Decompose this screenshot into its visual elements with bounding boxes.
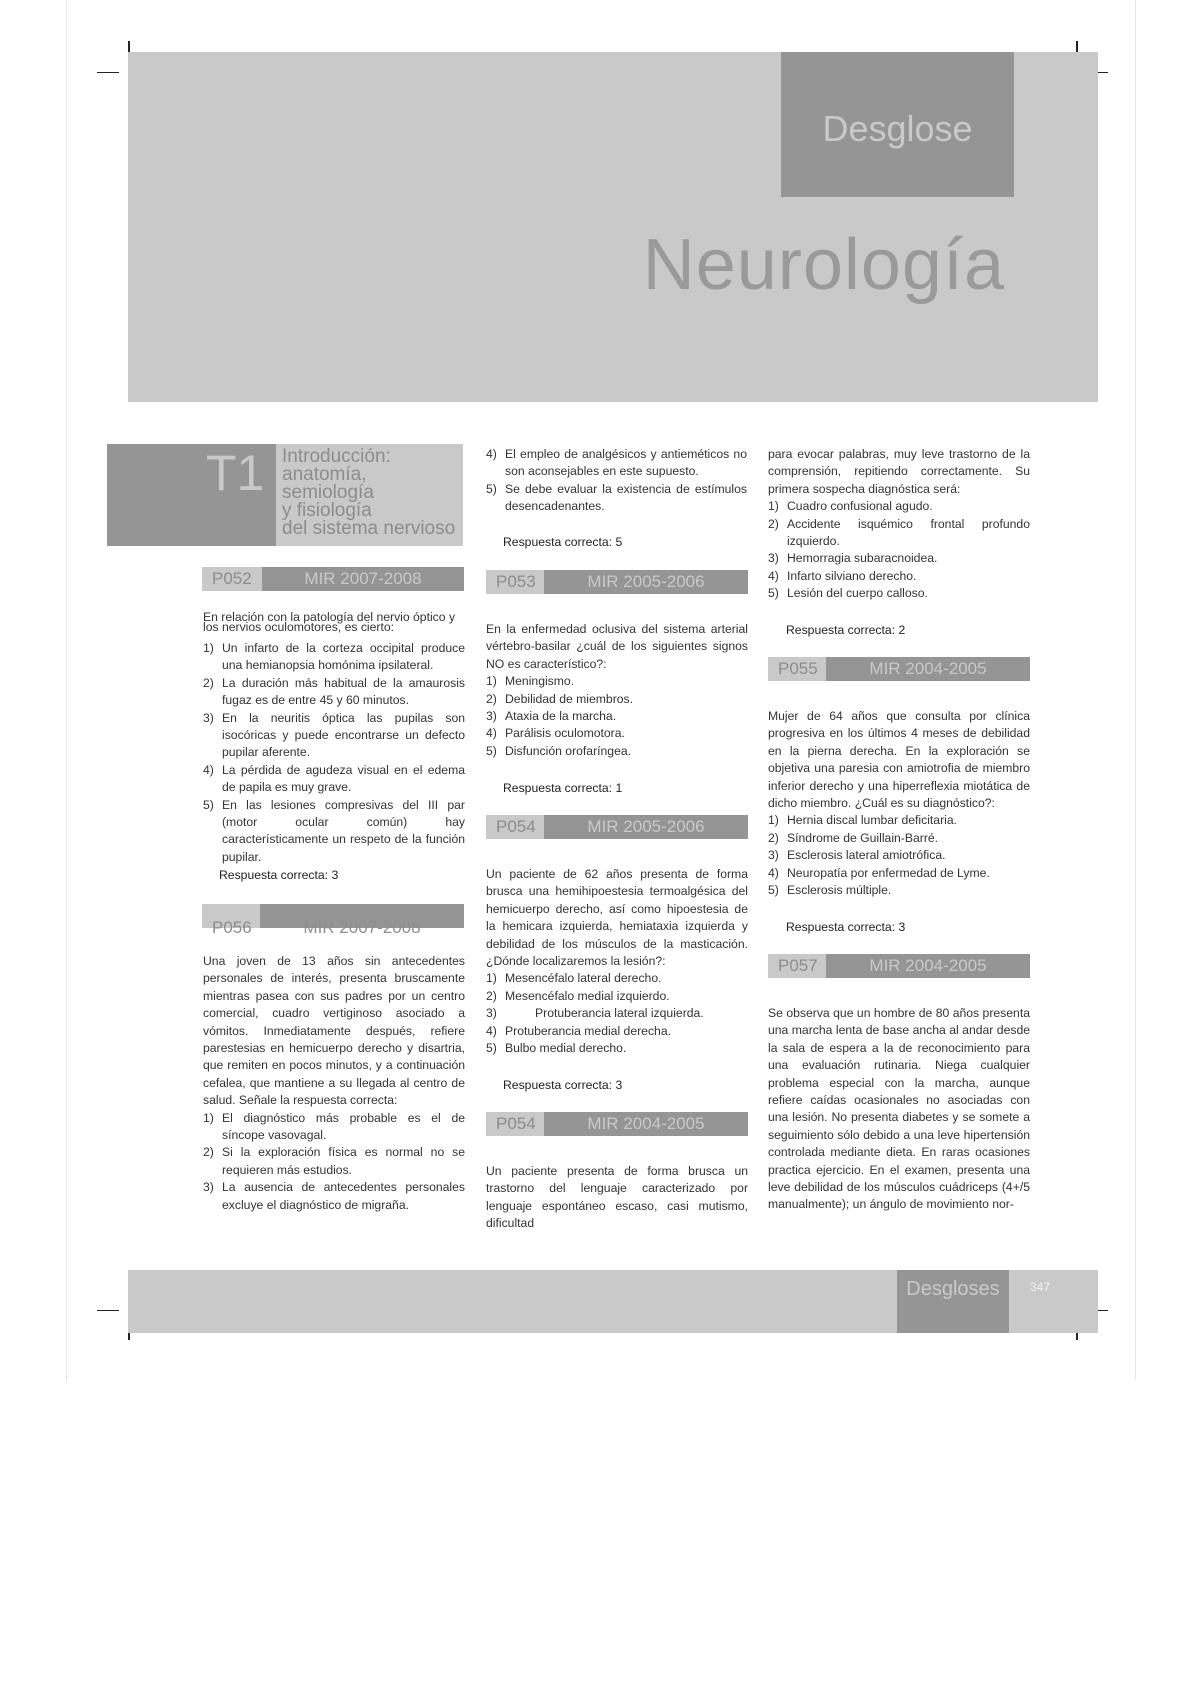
subject-title: Neurología xyxy=(642,225,1005,305)
question-exam: MIR 2005-2006 xyxy=(544,570,748,594)
question-header-p055 xyxy=(768,657,1030,681)
question-code: P055 xyxy=(768,657,826,681)
question-exam: MIR 2004-2005 xyxy=(826,954,1030,978)
question-code: P057 xyxy=(768,954,826,978)
question-header-p054b xyxy=(486,1112,748,1136)
section-label: Desglose xyxy=(822,108,973,149)
answer-option: 2) Síndrome de Guillain-Barré. xyxy=(768,830,939,845)
question-header-p054a xyxy=(486,815,748,839)
question-stem: Un paciente de 62 años presenta de forma brusca una hemihipoestesia termoalgésica del hemicuerpo derecho, así como hipoestesia de la hemicara izquierda, hemiataxia izquierda y debilidad de los músculos de la masticación. ¿Dónde localizaremos la lesión?: xyxy=(486,867,748,969)
answer-option: 4) Protuberancia medial derecha. xyxy=(486,1023,671,1038)
question-code: P056 xyxy=(212,918,252,937)
answer-option: 2) La duración más habitual de la amaurosis fugaz es de entre 45 y 60 minutos. xyxy=(203,675,465,708)
question-header-p056 xyxy=(202,904,464,937)
question-stem: Una joven de 13 años sin antecedentes personales de interés, presenta bruscamente mientras pasea con sus padres por un centro comercial, cuadro vertiginoso asociado a vómitos. Inmediatamente después, refiere parestesias en hemicuerpo derecho y disartria, que remiten en pocos minutos, y a continuación cefalea, que mantiene a su llegada al centro de salud. Señale la respuesta correcta: xyxy=(203,954,465,1108)
answer-option: 1) Hernia discal lumbar deficitaria. xyxy=(768,813,958,828)
answer-option: 1) Cuadro confusional agudo. xyxy=(768,499,933,514)
topic-title: Introducción: anatomía, semiología y fisiología del sistema nervioso xyxy=(276,444,463,546)
answer-line-p054b: Respuesta correcta: 2 xyxy=(786,623,906,637)
answer-option: 1) Meningismo. xyxy=(486,674,575,689)
answer-line-p052: Respuesta correcta: 3 xyxy=(219,868,339,882)
question-code: P052 xyxy=(202,567,262,591)
question-stem: Mujer de 64 años que consulta por clínica progresiva en los últimos 4 meses de debilidad en la pierna derecha. En la exploración se objetiva una paresia con amiotrofia de miembro inferior derecho y una hiperreflexia miotática de dicho miembro. ¿Cuál es su diagnóstico?: xyxy=(768,709,1030,811)
answer-option: 4) Infarto silviano derecho. xyxy=(768,568,917,583)
answer-option: 1) Mesencéfalo lateral derecho. xyxy=(486,971,662,986)
answer-option: 5) Esclerosis múltiple. xyxy=(768,883,892,898)
answer-line-p054a: Respuesta correcta: 3 xyxy=(503,1078,623,1092)
answer-option: 4) La pérdida de agudeza visual en el edema de papila es muy grave. xyxy=(203,762,465,795)
question-code: P053 xyxy=(486,570,544,594)
question-body-p054b xyxy=(486,1163,748,1233)
question-continuation-p054b xyxy=(768,446,1030,603)
question-body-p054a xyxy=(486,866,748,1057)
answer-option: 4) Parálisis oculomotora. xyxy=(486,726,625,741)
question-header-p052 xyxy=(202,567,464,591)
question-exam: MIR 2007-2008 xyxy=(303,918,421,937)
answer-option: 3) En la neuritis óptica las pupilas son isocóricas y puede encontrarse un defecto pupilar aferente. xyxy=(203,710,465,760)
answer-option: 2) Mesencéfalo medial izquierdo. xyxy=(486,988,670,1003)
question-exam: MIR 2004-2005 xyxy=(544,1112,748,1136)
question-body-p053 xyxy=(486,621,748,760)
answer-option: 1) El diagnóstico más probable es el de síncope vasovagal. xyxy=(203,1110,465,1143)
question-stem: Se observa que un hombre de 80 años presenta una marcha lenta de base ancha al andar desde la sala de espera a la de reconocimiento para una evaluación rutinaria. Niega cualquier problema especial con la marcha, aunque refiere caídas ocasionales no asociadas con una lesión. No presenta diabetes y se somete a seguimiento sólo debido a una leve hipertensión controlada mediante dieta. En raras ocasiones practica ejercicio. En el examen, presenta una leve debilidad de los músculos cuádriceps (4+/5 manualmente); un ángulo de movimiento nor- xyxy=(768,1006,1030,1212)
answer-option: 5) En las lesiones compresivas del III par (motor ocular común) hay característicamente un respeto de la función pupilar. xyxy=(203,797,465,864)
crop-mark xyxy=(97,1310,119,1311)
answer-option: 1) Un infarto de la corteza occipital produce una hemianopsia homónima ipsilateral. xyxy=(203,641,465,673)
question-body-p057 xyxy=(768,1005,1030,1214)
question-exam: MIR 2005-2006 xyxy=(544,815,748,839)
answer-option: 5) Lesión del cuerpo calloso. xyxy=(768,586,928,601)
answer-option: 5) Bulbo medial derecho. xyxy=(486,1041,627,1056)
question-body-p055 xyxy=(768,708,1030,899)
question-stem: para evocar palabras, muy leve trastorno de la comprensión, repitiendo correctamente. Su primera sospecha diagnóstica será: xyxy=(768,447,1030,496)
question-stem: En la enfermedad oclusiva del sistema arterial vértebro-basilar ¿cuál de los siguientes signos NO es característico?: xyxy=(486,622,748,671)
question-header-p057 xyxy=(768,954,1030,978)
topic-number: T1 xyxy=(206,445,265,501)
question-body-p052 xyxy=(203,612,465,866)
crop-mark xyxy=(97,72,119,73)
answer-option: 4) Neuropatía por enfermedad de Lyme. xyxy=(768,865,990,880)
question-stem: Un paciente presenta de forma brusca un trastorno del lenguaje caracterizado por lenguaje espontáneo escaso, casi mutismo, dificultad xyxy=(486,1164,748,1231)
answer-option: 2) Accidente isquémico frontal profundo izquierdo. xyxy=(768,516,1030,549)
answer-line-p055: Respuesta correcta: 3 xyxy=(786,920,906,934)
answer-line: Respuesta correcta: 5 xyxy=(503,535,623,549)
answer-option: 3) Protuberancia lateral izquierda. xyxy=(486,1006,704,1021)
answer-option: 5) Disfunción orofaríngea. xyxy=(486,743,632,758)
question-exam: MIR 2004-2005 xyxy=(826,657,1030,681)
answer-option: 5) Se debe evaluar la existencia de estímulos desencadenantes. xyxy=(486,481,747,514)
answer-option: 2) Si la exploración física es normal no se requieren más estudios. xyxy=(203,1145,465,1177)
answer-option: 2) Debilidad de miembros. xyxy=(486,691,634,706)
answer-line-p053: Respuesta correcta: 1 xyxy=(503,781,623,795)
page-number: 347 xyxy=(1030,1280,1051,1294)
question-stem: En relación con la patología del nervio óptico y los nervios oculomotores, es cierto: xyxy=(203,610,456,634)
answer-option: 3) La ausencia de antecedentes personales excluye el diagnóstico de migraña. xyxy=(203,1180,465,1212)
footer-label: Desgloses xyxy=(906,1278,1000,1300)
question-continuation xyxy=(486,446,747,516)
answer-option: 3) Hemorragia subaracnoidea. xyxy=(768,551,938,566)
question-body-p056 xyxy=(203,953,465,1214)
question-code: P054 xyxy=(486,1112,544,1136)
answer-option: 3) Esclerosis lateral amiotrófica. xyxy=(768,848,946,863)
answer-option: 3) Ataxia de la marcha. xyxy=(486,709,617,724)
question-code: P054 xyxy=(486,815,544,839)
question-header-p053 xyxy=(486,570,748,594)
answer-option: 4) El empleo de analgésicos y antieméticos no son aconsejables en este supuesto. xyxy=(486,447,747,479)
question-exam: MIR 2007-2008 xyxy=(262,567,464,591)
